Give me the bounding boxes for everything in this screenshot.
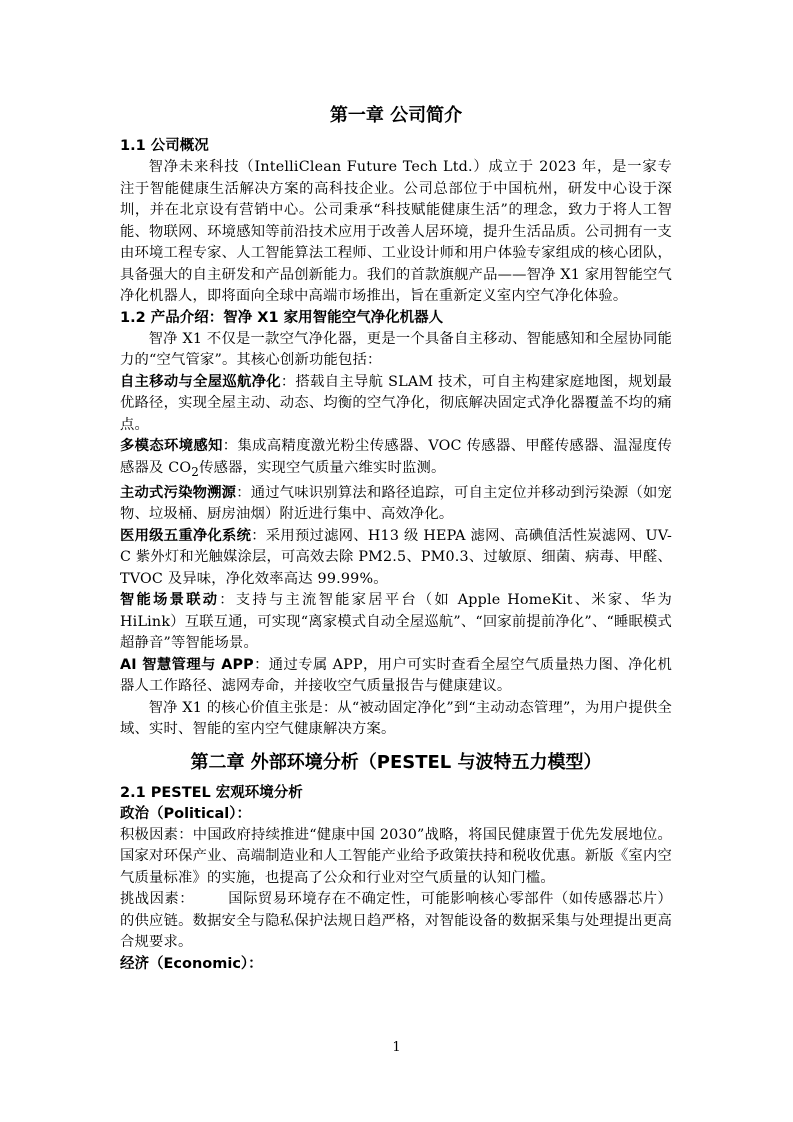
feature-text: ：采用预过滤网、H13 级 HEPA 滤网、高碘值活性炭滤网、UV-C 紫外灯和光触媒涂层，可高效去除 PM2.5、PM0.3、过敏原、细菌、病毒、甲醛、TVOC 及异味，净化效率高达 99.99%。 [120, 527, 672, 587]
feature-label: AI 智慧管理与 APP [120, 656, 254, 673]
feature-item [120, 372, 672, 437]
product-intro-paragraph: 智净 X1 不仅是一款空气净化器，更是一个具备自主移动、智能感知和全屋协同能力的“空气管家”。其核心创新功能包括： [120, 330, 672, 368]
feature-item [120, 655, 672, 698]
challenge-label: 挑战因素： [120, 891, 194, 908]
chapter-1-title: 第一章 公司简介 [329, 105, 463, 126]
document-page [120, 100, 672, 975]
feature-item [120, 436, 672, 483]
feature-label: 医用级五重净化系统 [120, 527, 252, 544]
challenge-text: 国际贸易环境存在不确定性，可能影响核心零部件（如传感器芯片）的供应链。数据安全与隐私保护法规日趋严格，对智能设备的数据采集与处理提出更高合规要求。 [120, 891, 672, 951]
political-challenge-paragraph [120, 889, 672, 954]
feature-label: 多模态环境感知 [120, 438, 223, 454]
feature-label: 主动式污染物溯源 [120, 484, 237, 501]
company-overview-paragraph: 智净未来科技（IntelliClean Future Tech Ltd.）成立于 2023 年，是一家专注于智能健康生活解决方案的高科技企业。公司总部位于中国杭州，研发中心设于深圳，并在北京设有营销中心。公司秉承“科技赋能健康生活”的理念，致力于将人工智能、物联网、环境感知等前沿技术应用于改善人居环境，提升生活品质。公司拥有一支由环境工程专家、人工智能算法工程师、工业设计师和用户体验专家组成的核心团队，具备强大的自主研发和产品创新能力。我们的首款旗舰产品——智净 X1 家用智能空气净化机器人，即将面向全球中高端市场推出，旨在重新定义室内空气净化体验。 [120, 159, 672, 304]
chapter-2-title: 第二章 外部环境分析（PESTEL 与波特五力模型） [190, 751, 602, 773]
political-positive-paragraph: 积极因素：中国政府持续推进“健康中国 2030”战略，将国民健康置于优先发展地位。国家对环保产业、高端制造业和人工智能产业给予政策扶持和税收优惠。新版《室内空气质量标准》的实施，也提高了公众和行业对空气质量的认知门槛。 [120, 826, 672, 886]
feature-text: ：支持与主流智能家居平台（如 Apple HomeKit、米家、华为 HiLink）互联互通，可实现“离家模式自动全屋巡航”、“回家前提前净化”、“睡眠模式超静音”等智能场景。 [120, 592, 673, 652]
feature-label: 自主移动与全屋巡航净化 [120, 373, 281, 390]
feature-item [120, 483, 672, 526]
feature-text: 传感器，实现空气质量六维实时监测。 [199, 459, 446, 476]
feature-item [120, 526, 672, 591]
subscript: 2 [191, 464, 200, 479]
feature-label: 智能场景联动 [120, 592, 220, 609]
feature-text: ：通过气味识别算法和路径追踪，可自主定位并移动到污染源（如宠物、垃圾桶、厨房油烟）附近进行集中、高效净化。 [120, 484, 672, 523]
feature-text: ：集成高精度激光粉尘传感器、VOC 传感器、甲醛传感器、温湿度传感器及 CO [120, 438, 672, 476]
section-1-1-title: 1.1 公司概况 [120, 138, 209, 154]
feature-item [120, 590, 672, 655]
value-proposition-paragraph: 智净 X1 的核心价值主张是：从“被动固定净化”到“主动动态管理”，为用户提供全域、实时、智能的室内空气健康解决方案。 [120, 699, 672, 738]
feature-text: ：通过专属 APP，用户可实时查看全屋空气质量热力图、净化机器人工作路径、滤网寿命，并接收空气质量报告与健康建议。 [120, 656, 673, 695]
political-heading: 政治（Political）： [120, 805, 252, 822]
economic-heading: 经济（Economic）： [120, 955, 263, 972]
feature-text: ：搭载自主导航 SLAM 技术，可自主构建家庭地图，规划最优路径，实现全屋主动、动态、均衡的空气净化，彻底解决固定式净化器覆盖不均的痛点。 [120, 373, 673, 433]
section-2-1-title: 2.1 PESTEL 宏观环境分析 [120, 784, 303, 801]
page-number: 1 [392, 1040, 401, 1055]
section-1-2-title: 1.2 产品介绍：智净 X1 家用智能空气净化机器人 [120, 309, 444, 326]
